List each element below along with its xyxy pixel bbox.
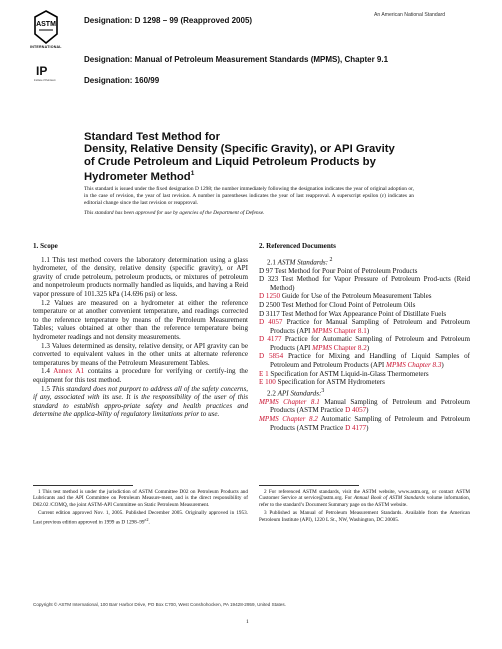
- paragraph: 1.5 This standard does not purport to address all of the safety concerns, if any, associated with its use. It is the responsibility of the user of this standard to establish appro-priate safety and health practices and determine the applica-bility of regulatory limitations prior to use.: [33, 384, 248, 419]
- reference-item: D 1250 Guide for Use of the Petroleum Measurement Tables: [259, 292, 432, 301]
- footnote-divider: [259, 485, 359, 486]
- reference-item: MPMS Chapter 8.2 Automatic Sampling of Petroleum and Petroleum Products (ASTM Practice D 4177): [259, 415, 470, 432]
- dod-approval: This standard has been approved for use by agencies of the Department of Defense.: [84, 210, 265, 216]
- reference-link[interactable]: D 1250: [259, 292, 281, 301]
- footnotes-left: [33, 485, 248, 528]
- ip-logo-caption: Institute of Petroleum: [34, 80, 56, 82]
- footnote: 3 Published as Manual of Petroleum Measurement Standards. Available from the American Petroleum Institute (API), 1220 L St., NW, Washington, DC 20005.: [259, 510, 470, 523]
- reference-item: D 97 Test Method for Pour Point of Petroleum Products: [259, 266, 418, 275]
- issuance-notice: This standard is issued under the fixed designation D 1298; the number immediately following the designation indicates the year of original adoption or, in the case of revision, the year of last revision. A number in parentheses indicates the year of last reapproval. A superscript epsilon (ε) indicates an editorial change since the last revision or reapproval.: [84, 186, 414, 207]
- logo-caption: INTERNATIONAL: [30, 45, 62, 49]
- reference-link[interactable]: D 4057: [259, 318, 283, 327]
- document-title: [84, 131, 414, 183]
- copyright-notice: Copyright © ASTM International, 100 Barr Harbor Drive, PO Box C700, West Conshohocken, PA 19428-2959, United States.: [33, 602, 286, 607]
- reference-link[interactable]: D 5854: [259, 352, 284, 361]
- footnote: 2 For referenced ASTM standards, visit the ASTM website, www.astm.org, or contact ASTM Customer Service at service@astm.org. For Annual Book of ASTM Standards volume information, refer to the standard’s Document Summary page on the ASTM website.: [259, 489, 471, 508]
- referenced-documents-section: [259, 242, 470, 432]
- reference-item: E 100 Specification for ASTM Hydrometers: [259, 378, 385, 387]
- reference-item: D 323 Test Method for Vapor Pressure of Petroleum Prod-ucts (Reid Method): [259, 275, 470, 292]
- reference-link[interactable]: D 4177: [259, 335, 282, 344]
- footnote-divider: [33, 485, 133, 486]
- paragraph: 1.3 Values determined as density, relative density, or API gravity can be converted to equivalent values in the other units at alternate reference temperatures by means of the Petroleum Measurement Tables.: [33, 341, 248, 367]
- svg-text:ASTM: ASTM: [36, 21, 56, 28]
- subsection-heading: 2.1 ASTM Standards: $^2$: [267, 256, 333, 266]
- reference-item: D 4057 Practice for Manual Sampling of Petroleum and Petroleum Products (API MPMS Chapter 8.1): [259, 318, 470, 335]
- designation-astm: Designation: D 1298 – 99 (Reapproved 2005): [84, 16, 253, 25]
- reference-item: E 1 Specification for ASTM Liquid-in-Glass Thermometers: [259, 369, 429, 378]
- astm-logo: [33, 10, 59, 44]
- reference-item: D 3117 Test Method for Wax Appearance Point of Distillate Fuels: [259, 309, 447, 318]
- designation-ip: Designation: 160/99: [84, 76, 160, 85]
- title-line: Hydrometer Method$^1$: [84, 169, 195, 183]
- footnote: Current edition approved Nov. 1, 2005. Published December 2005. Originally approved in 1953. Last previous edition approved in 1999 as D $1298-99^{\varepsilon 2}$.: [33, 510, 248, 526]
- subsection-heading: 2.2 API Standards:$^3$: [267, 387, 325, 398]
- american-national-standard: An American National Standard: [374, 12, 446, 18]
- title-line: Standard Test Method for: [84, 131, 220, 143]
- section-heading: 1. Scope: [33, 242, 58, 250]
- ip-logo: IP: [36, 64, 48, 78]
- scope-section: [33, 242, 248, 419]
- reference-link[interactable]: E 1: [259, 369, 269, 378]
- title-line: of Crude Petroleum and Liquid Petroleum Products by: [84, 155, 376, 168]
- footnote: 1 This test method is under the jurisdiction of ASTM Committee D02 on Petroleum Products and Lubricants and the API Committee on Petroleum Measure-ment, and is the direct responsibility of D02.02 /COMQ, the joint ASTM-API Committee on Static Petroleum Measurement.: [33, 489, 248, 508]
- footnote-marker: 1: [190, 169, 195, 177]
- reference-item: D 2500 Test Method for Cloud Point of Petroleum Oils: [259, 300, 416, 309]
- reference-link[interactable]: MPMS Chapter 8.1: [259, 397, 320, 406]
- reference-item: MPMS Chapter 8.1 Manual Sampling of Petroleum and Petroleum Products (ASTM Practice D 4057): [259, 397, 470, 415]
- reference-link[interactable]: E 100: [259, 378, 276, 387]
- paragraph: 1.1 This test method covers the laboratory determination using a glass hydrometer, of the density, relative density (specific gravity), or API gravity of crude petroleum, petroleum products, or mixtures of petroleum and nonpetroleum products normally handled as liquids, and having a Reid vapor pressure of 101.325 kPa (14.696 psi) or less.: [33, 255, 248, 298]
- reference-link[interactable]: MPMS Chapter 8.2: [259, 415, 318, 423]
- section-heading: 2. Referenced Documents: [259, 242, 336, 250]
- paragraph: 1.2 Values are measured on a hydrometer at either the reference temperature or at another convenient temperature, and readings corrected to the reference temperature by means of the Petroleum Measurement Tables; values obtained at other than the reference temperature being hydrometer readings and not density measurements.: [33, 298, 248, 341]
- designation-mpms: Designation: Manual of Petroleum Measurement Standards (MPMS), Chapter 9.1: [84, 55, 389, 64]
- paragraph: 1.4 Annex A1 contains a procedure for verifying or certify-ing the equipment for this test method.: [33, 367, 249, 384]
- annex-link[interactable]: Annex A1: [53, 367, 85, 376]
- footnotes-right: [259, 485, 470, 525]
- reference-item: D 5854 Practice for Mixing and Handling of Liquid Samples of Petroleum and Petroleum Products (API MPMS Chapter 8.3): [259, 352, 470, 370]
- page-number: 1: [246, 619, 249, 625]
- reference-item: D 4177 Practice for Automatic Sampling of Petroleum and Petroleum Products (API MPMS Chapter 8.2): [259, 335, 470, 352]
- title-line: Density, Relative Density (Specific Gravity), or API Gravity: [84, 143, 395, 156]
